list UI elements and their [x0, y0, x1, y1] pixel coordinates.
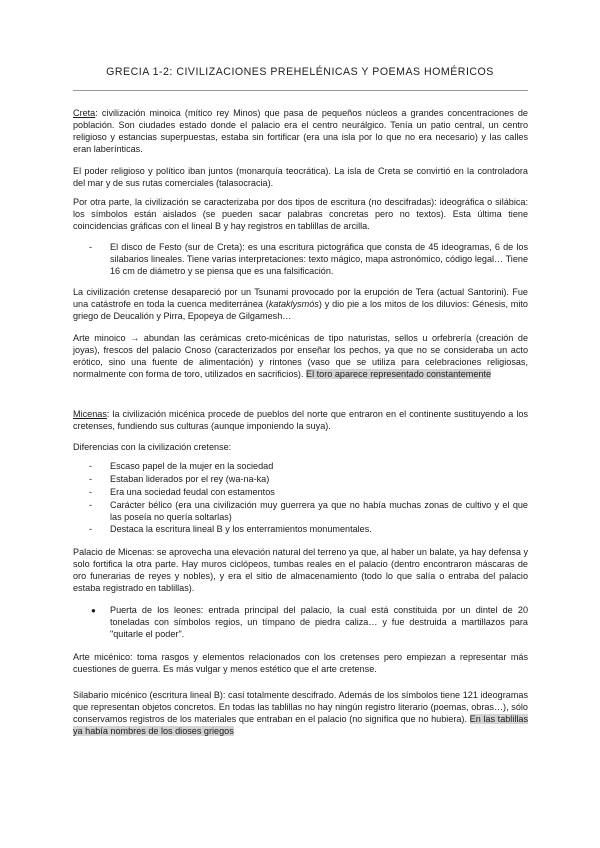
arte-micenico-paragraph: Arte micénico: toma rasgos y elementos relacionados con los cretenses pero empiezan a representar más cuestiones de guerra. Es más vulgar y menos estético que el arte cretense. [73, 652, 528, 674]
highlighted-text: En las tablillas ya había nombres de los dioses griegos [73, 713, 528, 736]
list-item: - Carácter bélico (era una civilización muy guerrera ya que no había muchas zonas de cultivo y el que las poseía no quería soltarlas) [89, 500, 528, 522]
list-item: - Escaso papel de la mujer en la sociedad [89, 461, 274, 471]
creta-intro-paragraph: Creta: civilización minoica (mítico rey Minos) que pasa de pequeños núcleos a grandes concentraciones de población. Son ciudades estado donde el palacio era el centro neurálgico. Tenía un patio central, un centro religioso y estancias superpuestas, estaba sin fortificar (era una isla por lo que no era necesario) y las calles eran laberínticas. [73, 108, 528, 154]
bullet-marker: ● [91, 606, 96, 615]
micenas-intro-paragraph: Micenas: la civilización micénica procede de pueblos del norte que entraron en el continente sustituyendo a los cretenses, fundiendo sus culturas (aunque imponiendo la suya). [73, 409, 528, 431]
list-item: - Estaban liderados por el rey (wa-na-ka) [89, 474, 270, 484]
silabario-paragraph: Silabario micénico (escritura lineal B): casi totalmente descifrado. Además de los símbolos tiene 121 ideogramas que representan objetos concretos. En todas las tablillas no hay ningún registro literario (poemas, obras…), sólo conservamos registros de los materiales que entraban en el palacio (no significa que no hubiera). En las tablillas ya había nombres de los dioses griegos [73, 690, 528, 736]
arte-minoico-paragraph: Arte minoico → abundan las cerámicas creto-micénicas de tipo naturistas, sellos u orfebrería (creación de joyas), frescos del palacio Cnoso (caracterizados por enseñar los pechos, ya que no se consideraba un acto erótico, sino una fuente de alimentación) y rintones (vaso que se utiliza para celebraciones religiosas, normalmente con forma de toro, utilizados en sacrificios). El toro aparece representado constantemente [73, 333, 528, 379]
creta-tsunami-paragraph: La civilización cretense desapareció por un Tsunami provocado por la erupción de Tera (actual Santorini). Fue una catástrofe en toda la cuenca mediterránea (kataklysmós) y dio pie a los mitos de los diluvios: Génesis, mito griego de Deucalión y Pirra, Epopeya de Gilgamesh… [73, 287, 528, 321]
dash-marker: - [89, 242, 93, 252]
palacio-paragraph: Palacio de Micenas: se aprovecha una elevación natural del terreno ya que, al haber un balate, ya hay defensa y solo fortifica la otra parte. Hay muros ciclópeos, tumbas reales en el palacio (dentro encontraron máscaras de oro funerarias de reyes y nobles), y era el sitio de almacenamiento (todo lo que salía o entraba del palacio estaba registrado en tablillas). [73, 547, 528, 593]
puerta-leones-item: ● Puerta de los leones: entrada principal del palacio, la cual está constituida por un dintel de 20 toneladas con símbolos regios, un tímpano de piedra caliza… y fue destruida a martillazos para "quitarle el poder". [91, 605, 528, 639]
festo-list-item: - El disco de Festo (sur de Creta): es una escritura pictográfica que consta de 45 ideogramas, 6 de los silabarios lineales. Tiene varias interpretaciones: texto mágico, mapa astronómico, código legal… Tiene 16 cm de diámetro y se piensa que es una falsificación. [89, 242, 528, 276]
highlighted-text: El toro aparece representado constantemente [306, 368, 492, 379]
creta-heading: Creta [73, 108, 96, 118]
diferencias-title: Diferencias con la civilización cretense: [73, 442, 232, 452]
list-item: - Destaca la escritura lineal B y los enterramientos monumentales. [89, 524, 372, 534]
list-item: - Era una sociedad feudal con estamentos [89, 487, 275, 497]
micenas-heading: Micenas [73, 409, 107, 419]
creta-escritura-paragraph: Por otra parte, la civilización se caracterizaba por dos tipos de escritura (no descifradas): ideográfica o silábica: los símbolos están aislados (se pueden sacar palabras concretas pero no textos). Esta última tiene coincidencias gráficas con el lineal B y hay registros en tablillas de arcilla. [73, 197, 528, 231]
creta-poder-paragraph: El poder religioso y político iban juntos (monarquía teocrática). La isla de Creta se convirtió en la controladora del mar y de sus rutas comerciales (talasocracia). [73, 166, 528, 188]
page-title: GRECIA 1-2: CIVILIZACIONES PREHELÉNICAS Y POEMAS HOMÉRICOS [106, 66, 494, 78]
title-underline [73, 90, 528, 91]
